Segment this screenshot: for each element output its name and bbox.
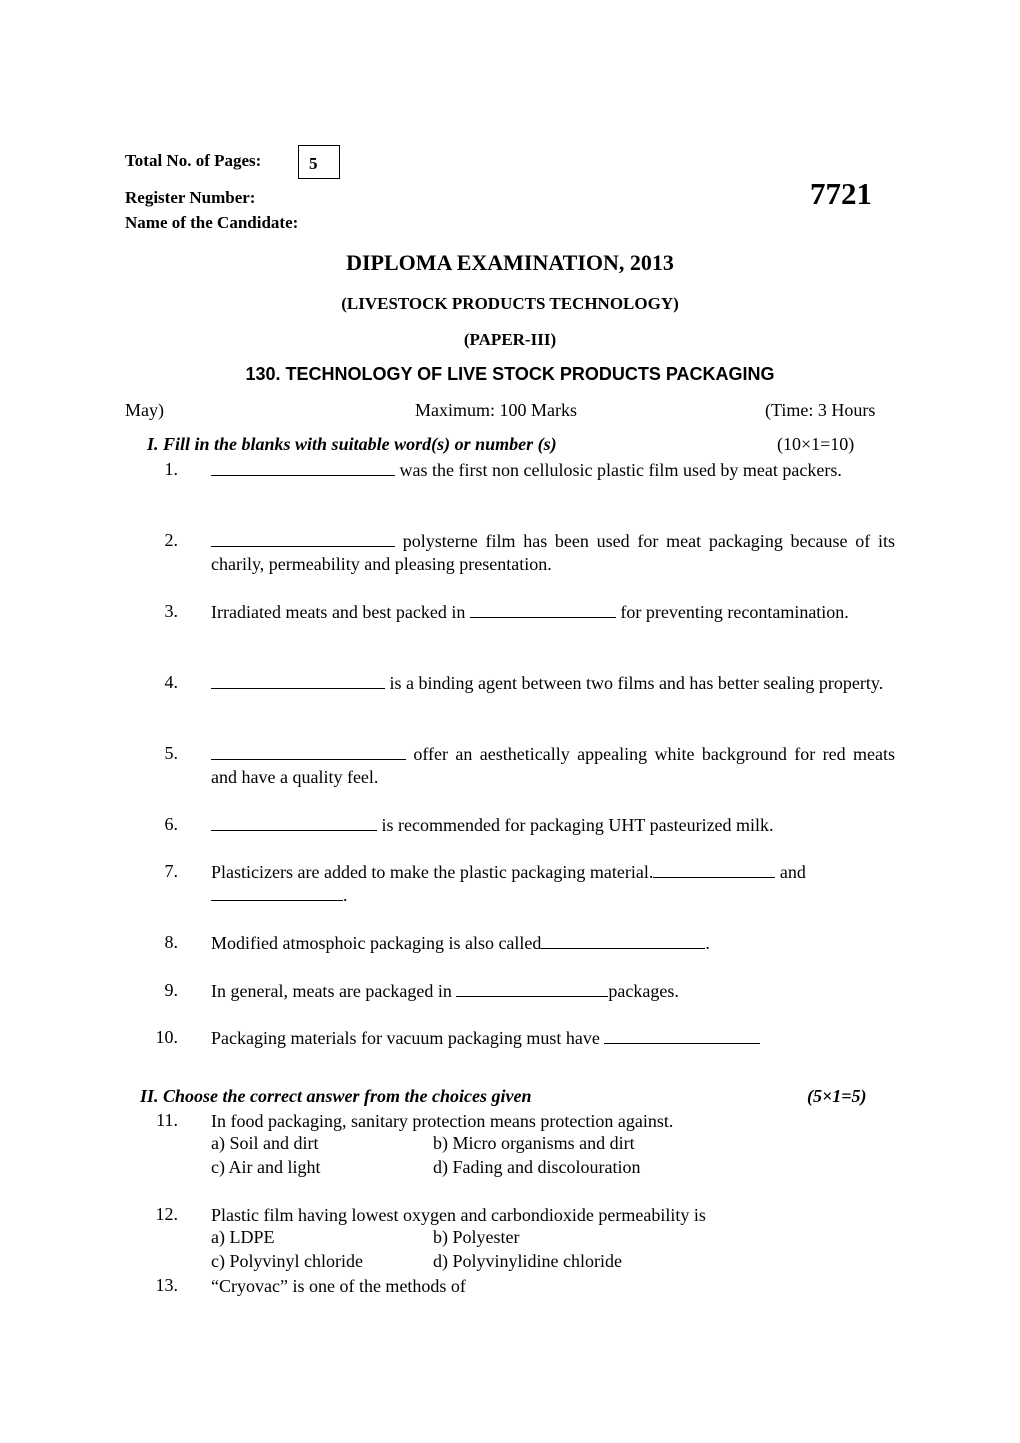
question-text: In food packaging, sanitary protection means protection against.: [211, 1111, 674, 1131]
section-1-marks: (10×1=10): [777, 434, 855, 454]
section-2-marks: (5×1=5): [807, 1086, 867, 1106]
section-1-title: I. Fill in the blanks with suitable word(s) or number (s): [147, 434, 557, 454]
section-2-title: II. Choose the correct answer from the choices given: [140, 1086, 532, 1106]
option-a: a) Soil and dirt: [211, 1133, 319, 1153]
question-text: was the first non cellulosic plastic film used by meat packers.: [211, 459, 895, 482]
answer-blank: [211, 886, 343, 901]
question-number: 8.: [164, 932, 178, 952]
answer-blank: [211, 816, 377, 831]
question-number: 12.: [155, 1204, 178, 1224]
answer-blank: [211, 745, 406, 760]
maximum-marks: Maximum: 100 Marks: [415, 400, 577, 420]
answer-blank: [653, 863, 775, 878]
question-text: Plasticizers are added to make the plastic packaging material. and .: [211, 862, 806, 905]
question-number: 9.: [164, 980, 178, 1000]
paper-title: (PAPER-III): [463, 330, 557, 349]
question-text: Irradiated meats and best packed in for preventing recontamination.: [211, 602, 849, 622]
paper-code: 7721: [810, 176, 872, 211]
candidate-name-label: Name of the Candidate:: [125, 213, 299, 232]
question-text: In general, meats are packaged in packages.: [211, 981, 679, 1001]
answer-blank: [211, 532, 395, 547]
option-d: d) Polyvinylidine chloride: [433, 1251, 622, 1271]
exam-title: DIPLOMA EXAMINATION, 2013: [346, 250, 674, 275]
course-title: 130. TECHNOLOGY OF LIVE STOCK PRODUCTS PACKAGING: [245, 364, 775, 384]
subject-title: (LIVESTOCK PRODUCTS TECHNOLOGY): [341, 294, 679, 313]
option-c: c) Air and light: [211, 1157, 321, 1177]
question-text: Plastic film having lowest oxygen and carbondioxide permeability is: [211, 1205, 706, 1225]
option-b: b) Micro organisms and dirt: [433, 1133, 635, 1153]
question-text: polysterne film has been used for meat packaging because of its charily, permeability and pleasing presentation.: [211, 531, 895, 574]
option-a: a) LDPE: [211, 1227, 275, 1247]
question-number: 4.: [164, 672, 178, 692]
question-text: is a binding agent between two films and has better sealing property.: [211, 672, 895, 695]
total-pages-box: 5: [298, 145, 340, 179]
option-c: c) Polyvinyl chloride: [211, 1251, 363, 1271]
question-text: Packaging materials for vacuum packaging must have: [211, 1027, 895, 1050]
question-number: 5.: [164, 743, 178, 763]
question-text: offer an aesthetically appealing white background for red meats and have a quality feel.: [211, 744, 895, 787]
answer-blank: [541, 934, 705, 949]
question-number: 10.: [155, 1027, 178, 1047]
question-number: 2.: [164, 530, 178, 550]
answer-blank: [604, 1029, 760, 1044]
answer-blank: [470, 603, 616, 618]
total-pages-label: Total No. of Pages:: [125, 151, 262, 170]
question-text: Modified atmosphoic packaging is also called .: [211, 933, 710, 953]
answer-blank: [456, 982, 608, 997]
option-b: b) Polyester: [433, 1227, 520, 1247]
exam-month: May): [125, 400, 164, 420]
question-number: 6.: [164, 814, 178, 834]
question-number: 7.: [164, 861, 178, 881]
question-number: 13.: [155, 1275, 178, 1295]
register-number-label: Register Number:: [125, 188, 256, 207]
question-number: 1.: [164, 459, 178, 479]
question-number: 3.: [164, 601, 178, 621]
answer-blank: [211, 674, 385, 689]
question-text: is recommended for packaging UHT pasteurized milk.: [211, 814, 895, 837]
exam-duration: (Time: 3 Hours: [765, 400, 876, 420]
answer-blank: [211, 461, 395, 476]
question-number: 11.: [156, 1110, 178, 1130]
question-text: “Cryovac” is one of the methods of: [211, 1276, 466, 1296]
option-d: d) Fading and discolouration: [433, 1157, 641, 1177]
